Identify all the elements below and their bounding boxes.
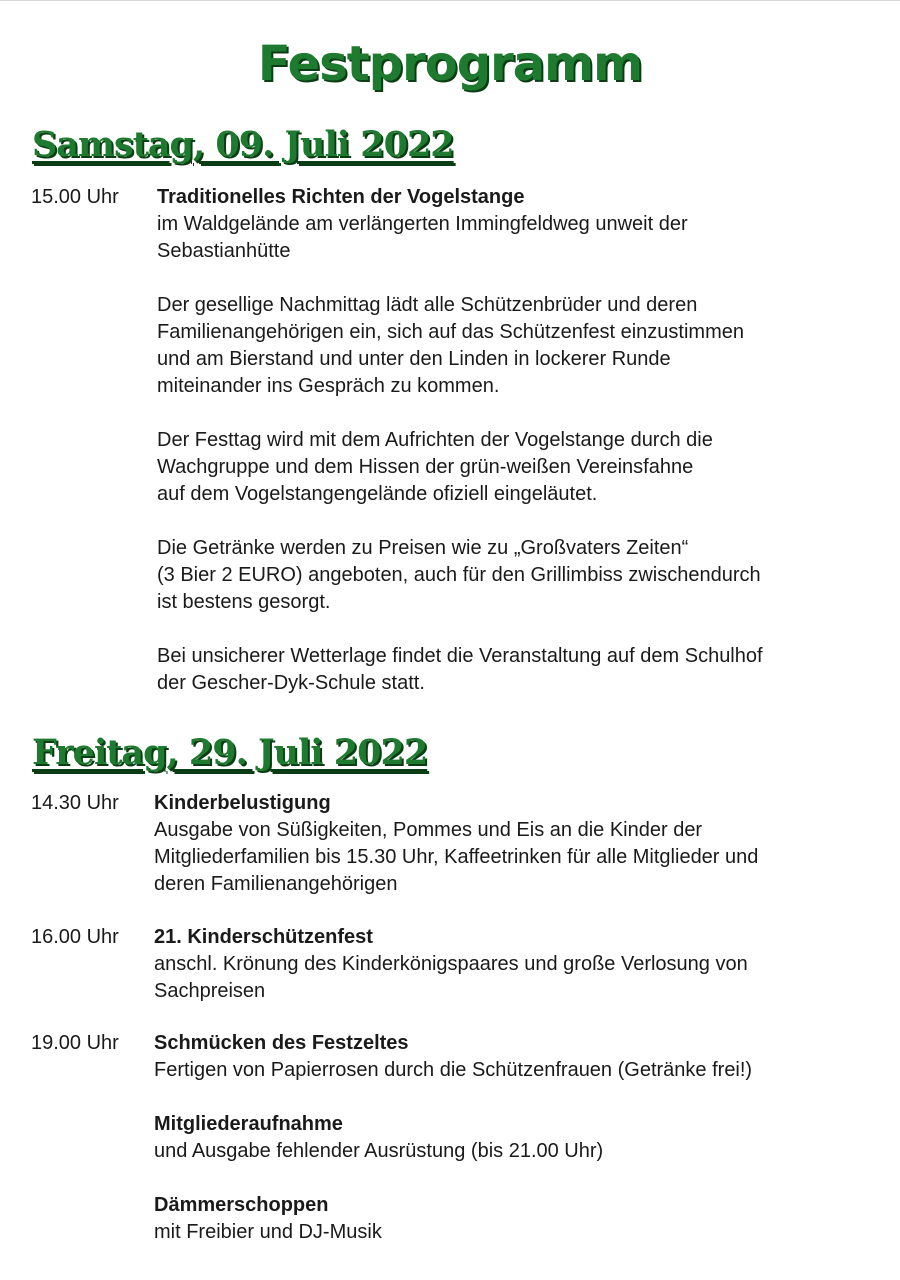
paragraph-line: Wachgruppe und dem Hissen der grün-weißen Vereinsfahne (157, 456, 694, 478)
paragraph-line: Der Festtag wird mit dem Aufrichten der Vogelstange durch die (157, 429, 713, 451)
sub-entry-title: Mitgliederaufnahme (154, 1113, 343, 1135)
entry-title: 21. Kinderschützenfest (154, 926, 373, 948)
entry-body (154, 924, 874, 1005)
paragraph-line: Familienangehörigen ein, sich auf das Schützenfest einzustimmen (157, 321, 744, 343)
paragraph-line: Der gesellige Nachmittag lädt alle Schützenbrüder und deren (157, 294, 698, 316)
top-border-line (0, 0, 900, 1)
paragraph-line: ist bestens gesorgt. (157, 591, 331, 613)
entry-line: Sachpreisen (154, 980, 266, 1002)
paragraph-line: Bei unsicherer Wetterlage findet die Veranstaltung auf dem Schulhof (157, 645, 763, 667)
entry-time: 15.00 Uhr (31, 186, 119, 208)
day-heading-friday: Freitag, 29. Juli 2022 (32, 732, 428, 773)
paragraph-line: der Gescher-Dyk-Schule statt. (157, 672, 425, 694)
entry-title: Schmücken des Festzeltes (154, 1032, 409, 1054)
entry-time: 14.30 Uhr (31, 792, 119, 814)
entry-body (157, 184, 877, 697)
entry-line: im Waldgelände am verlängerten Immingfeldweg unweit der (157, 213, 688, 235)
entry-time: 19.00 Uhr (31, 1032, 119, 1054)
entry-title: Traditionelles Richten der Vogelstange (157, 186, 525, 208)
sub-entry-line: mit Freibier und DJ-Musik (154, 1221, 382, 1243)
sub-entry-title: Dämmerschoppen (154, 1194, 329, 1216)
page-title: Festprogramm (257, 36, 643, 92)
entry-body (154, 1030, 874, 1246)
day-heading-saturday: Samstag, 09. Juli 2022 (32, 124, 454, 165)
entry-body (154, 790, 874, 898)
paragraph-line: Die Getränke werden zu Preisen wie zu „Großvaters Zeiten“ (157, 537, 689, 559)
entry-line: Sebastianhütte (157, 240, 291, 262)
entry-line: Fertigen von Papierrosen durch die Schützenfrauen (Getränke frei!) (154, 1059, 753, 1081)
entry-line: anschl. Krönung des Kinderkönigspaares und große Verlosung von (154, 953, 748, 975)
entry-time: 16.00 Uhr (31, 926, 119, 948)
sub-entry-line: und Ausgabe fehlender Ausrüstung (bis 21.00 Uhr) (154, 1140, 604, 1162)
entry-line: Ausgabe von Süßigkeiten, Pommes und Eis an die Kinder der (154, 819, 703, 841)
paragraph-line: (3 Bier 2 EURO) angeboten, auch für den Grillimbiss zwischendurch (157, 564, 761, 586)
paragraph-line: und am Bierstand und unter den Linden in lockerer Runde (157, 348, 671, 370)
entry-line: deren Familienangehörigen (154, 873, 398, 895)
entry-line: Mitgliederfamilien bis 15.30 Uhr, Kaffeetrinken für alle Mitglieder und (154, 846, 759, 868)
paragraph-line: auf dem Vogelstangengelände ofiziell eingeläutet. (157, 483, 598, 505)
entry-title: Kinderbelustigung (154, 792, 331, 814)
paragraph-line: miteinander ins Gespräch zu kommen. (157, 375, 500, 397)
